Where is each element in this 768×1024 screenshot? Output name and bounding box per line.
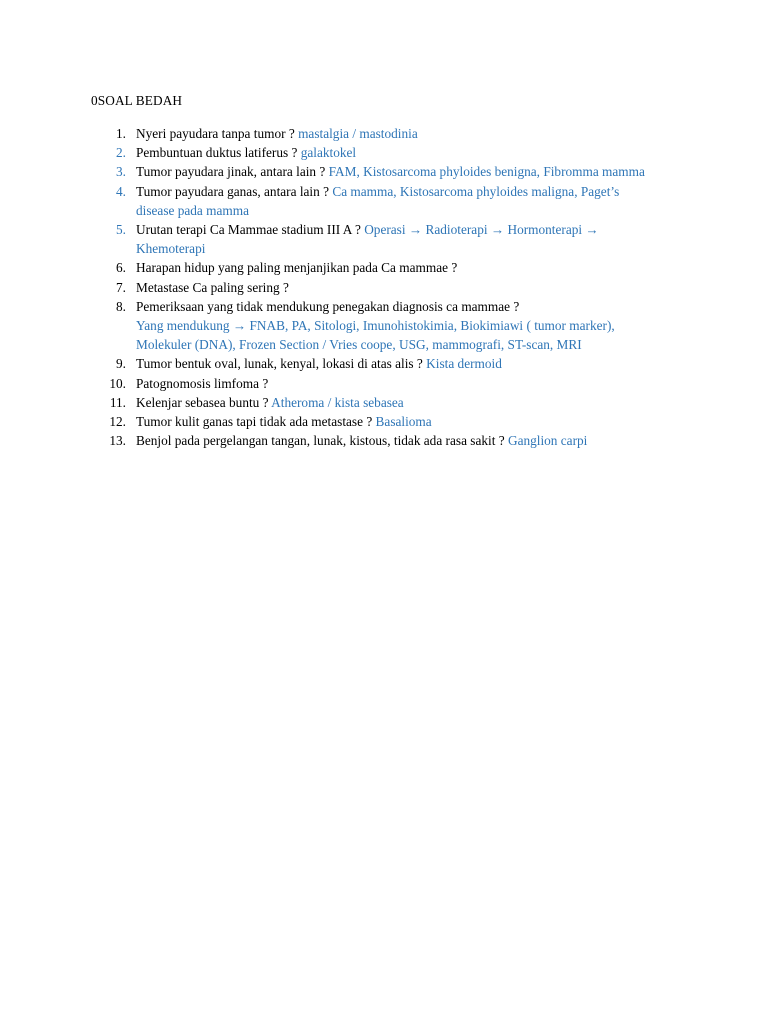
question-item [100, 297, 660, 355]
answer-text: galaktokel [300, 145, 357, 161]
answer-note: Yang mendukung → FNAB, PA, Sitologi, Imunohistokimia, Biokimiawi ( tumor marker), Molekuler (DNA), Frozen Section / Vries coope, USG, mammografi, ST-scan, MRI [136, 318, 615, 353]
answer-text: mastalgia / mastodinia [298, 126, 418, 141]
question-item [100, 124, 660, 143]
question-text: Pembuntuan duktus latiferus ? [136, 145, 298, 161]
answer-text: Atheroma / kista sebasea [271, 394, 404, 410]
question-text: Harapan hidup yang paling menjanjikan pada Ca mammae ? [136, 260, 458, 276]
question-text: Tumor bentuk oval, lunak, kenyal, lokasi di atas alis ? [136, 356, 423, 372]
question-number: 13. [109, 433, 126, 449]
question-number: 5. [116, 222, 126, 238]
question-item [100, 393, 660, 412]
question-number: 4. [116, 183, 126, 199]
question-number: 11. [109, 394, 126, 410]
question-item [100, 412, 660, 431]
answer-text: Ca mamma, Kistosarcoma phyloides maligna, Paget’s disease pada mamma [136, 183, 620, 218]
question-number: 12. [109, 414, 126, 430]
question-text: Tumor kulit ganas tapi tidak ada metastase ? [136, 414, 373, 430]
question-number: 1. [116, 126, 126, 141]
question-text: Benjol pada pergelangan tangan, lunak, kistous, tidak ada rasa sakit ? [136, 433, 505, 449]
answer-text: FAM, Kistosarcoma phyloides benigna, Fibromma mamma [328, 164, 645, 180]
question-number: 9. [116, 356, 126, 372]
question-text: Pemeriksaan yang tidak mendukung penegakan diagnosis ca mammae ? [136, 298, 520, 314]
answer-text: Ganglion carpi [507, 433, 588, 449]
question-number: 2. [116, 145, 126, 161]
question-text: Tumor payudara jinak, antara lain ? [136, 164, 326, 180]
answer-text: Kista dermoid [426, 356, 502, 372]
question-number: 3. [116, 164, 126, 180]
question-number: 7. [116, 279, 126, 295]
question-item [100, 354, 660, 373]
question-item [100, 431, 660, 450]
question-number: 8. [116, 298, 126, 314]
question-item [100, 220, 660, 258]
question-item [100, 182, 660, 220]
question-number: 10. [109, 375, 126, 391]
answer-text: Basalioma [375, 414, 432, 430]
question-text: Nyeri payudara tanpa tumor ? [136, 126, 295, 141]
document-title: 0SOAL BEDAH [91, 93, 183, 108]
question-number: 6. [116, 260, 126, 276]
question-text: Kelenjar sebasea buntu ? [136, 394, 269, 410]
question-item [100, 258, 660, 277]
question-text: Patognomosis limfoma ? [136, 375, 269, 391]
question-item [100, 162, 660, 181]
question-item [100, 278, 660, 297]
question-list [100, 124, 660, 450]
question-text: Urutan terapi Ca Mammae stadium III A ? [136, 222, 361, 238]
answer-text: Operasi → Radioterapi → Hormonterapi → Khemoterapi [136, 222, 599, 257]
question-text: Tumor payudara ganas, antara lain ? [136, 183, 329, 199]
question-item [100, 374, 660, 393]
question-text: Metastase Ca paling sering ? [136, 279, 289, 295]
question-item [100, 143, 660, 162]
